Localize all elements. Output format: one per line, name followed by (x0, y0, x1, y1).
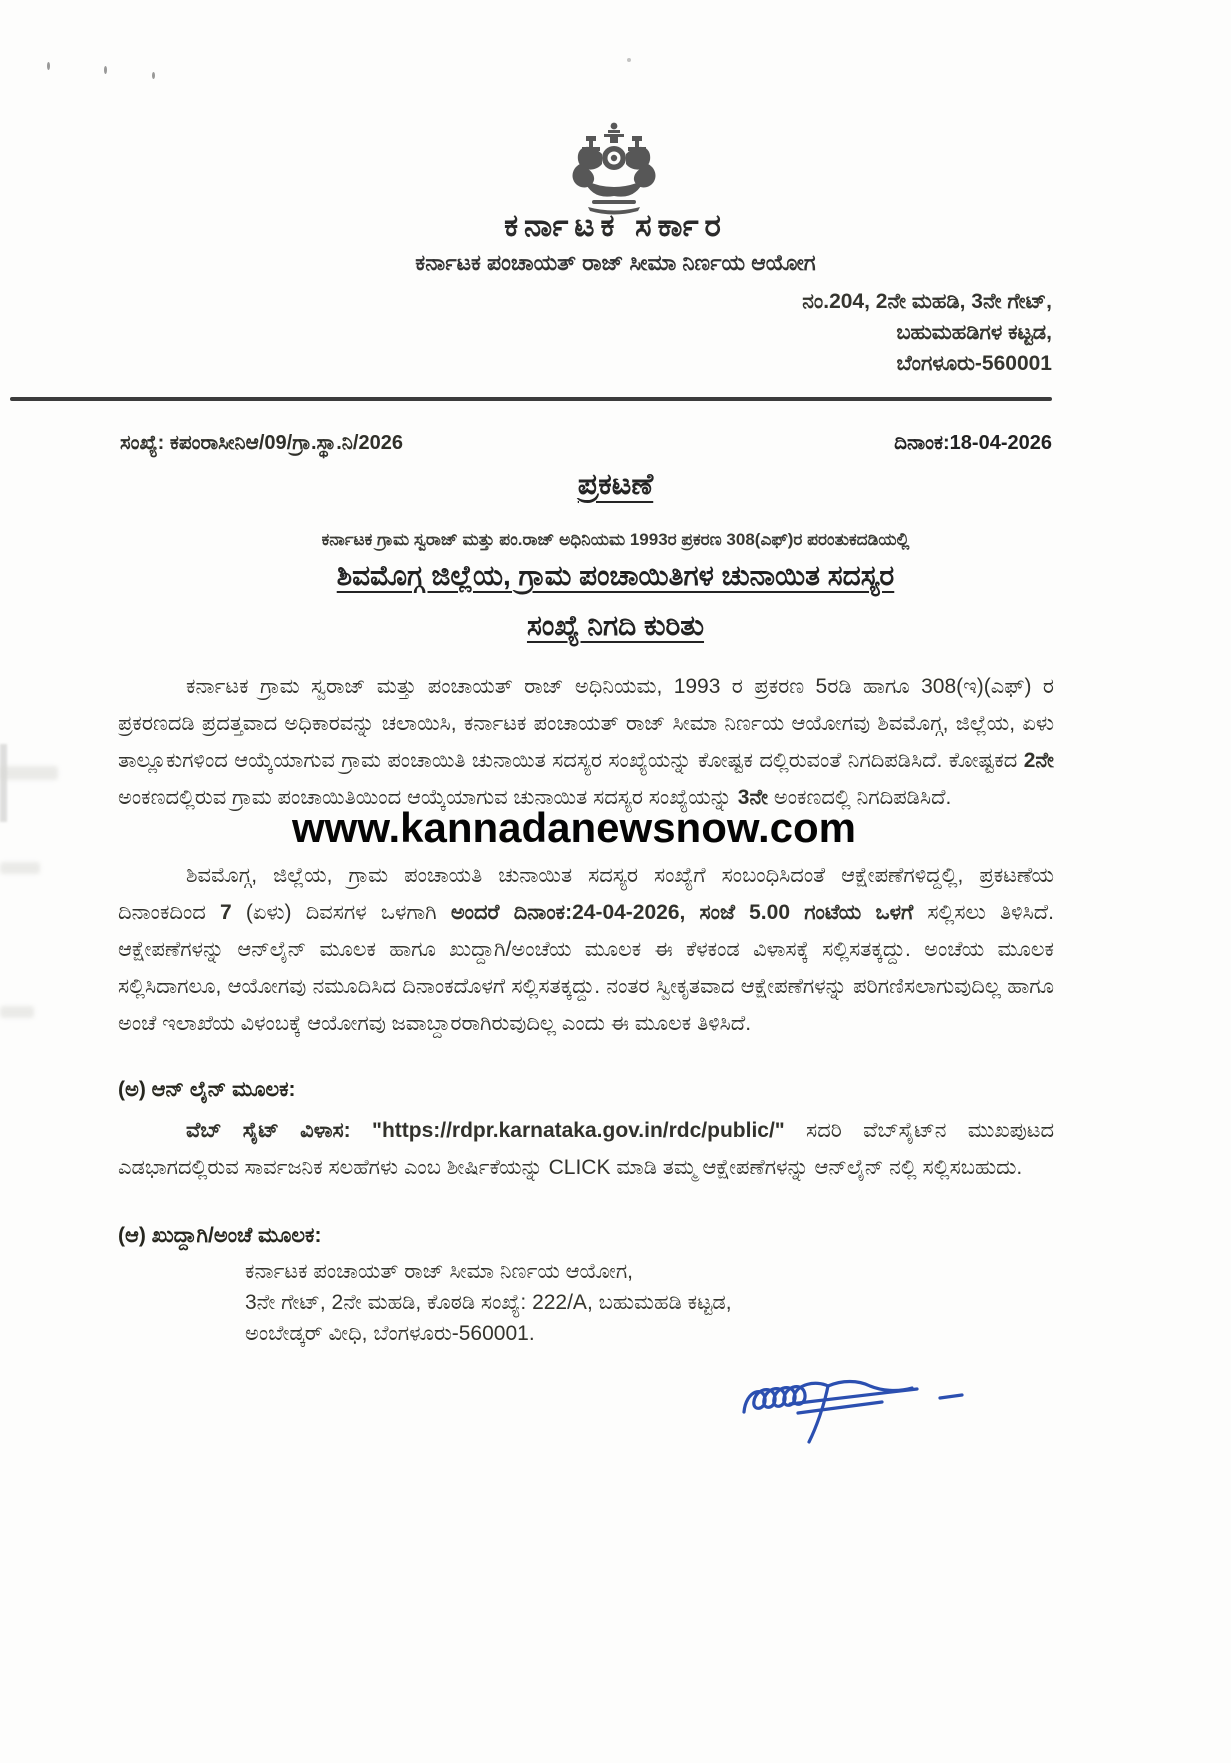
letterhead-divider (10, 397, 1052, 401)
scan-ghost-text (0, 766, 58, 780)
scan-speck (152, 72, 155, 79)
body-paragraph-2: ಶಿವಮೊಗ್ಗ, ಜಿಲ್ಲೆಯ, ಗ್ರಾಮ ಪಂಚಾಯತಿ ಚುನಾಯಿತ ಸದಸ್ಯರ ಸಂಖ್ಯೆಗೆ ಸಂಬಂಧಿಸಿದಂತೆ ಆಕ್ಷೇಪಣೆಗಳಿದ್ದಲ್ಲಿ, ಪ್ರಕಟಣೆಯ ದಿನಾಂಕದಿಂದ 7 (ಏಳು) ದಿವಸಗಳ ಒಳಗಾಗಿ ಅಂದರೆ ದಿನಾಂಕ:24-04-2026, ಸಂಜೆ 5.00 ಗಂಟೆಯ ಒಳಗೆ ಸಲ್ಲಿಸಲು ತಿಳಿಸಿದೆ. ಆಕ್ಷೇಪಣೆಗಳನ್ನು ಆನ್‌ಲೈನ್ ಮೂಲಕ ಹಾಗೂ ಖುದ್ದಾಗಿ/ಅಂಚೆಯ ಮೂಲಕ ಈ ಕೆಳಕಂಡ ವಿಳಾಸಕ್ಕೆ ಸಲ್ಲಿಸತಕ್ಕದ್ದು. ಅಂಚೆಯ ಮೂಲಕ ಸಲ್ಲಿಸಿದಾಗಲೂ, ಆಯೋಗವು ನಮೂದಿಸಿದ ದಿನಾಂಕದೊಳಗೆ ಸಲ್ಲಿಸತಕ್ಕದ್ದು. ನಂತರ ಸ್ವೀಕೃತವಾದ ಆಕ್ಷೇಪಣೆಗಳನ್ನು ಪರಿಗಣಿಸಲಾಗುವುದಿಲ್ಲ ಹಾಗೂ ಅಂಚೆ ಇಲಾಖೆಯ ವಿಳಂಬಕ್ಕೆ ಆಯೋಗವು ಜವಾಬ್ದಾರರಾಗಿರುವುದಿಲ್ಲ ಎಂದು ಈ ಮೂಲಕ ತಿಳಿಸಿದೆ. (118, 864, 1054, 1035)
government-title: ಕರ್ನಾಟಕ ಸರ್ಕಾರ (504, 208, 727, 243)
scan-speck (104, 66, 107, 74)
office-address-line: ಬೆಂಗಳೂರು-560001 (896, 352, 1052, 375)
postal-address (245, 1256, 732, 1349)
office-address-line: ಬಹುಮಹಡಿಗಳ ಕಟ್ಟಡ, (896, 321, 1052, 344)
scan-edge-smudge (0, 744, 7, 822)
postal-address-line: ಕರ್ನಾಟಕ ಪಂಚಾಯತ್ ರಾಜ್ ಸೀಮಾ ನಿರ್ಣಯ ಆಯೋಗ, (245, 1260, 634, 1283)
handwritten-signature (732, 1372, 1052, 1492)
postal-address-line: ಅಂಬೇಡ್ಕರ್ ವೀಧಿ, ಬೆಂಗಳೂರು-560001. (245, 1322, 535, 1345)
news-site-watermark: www.kannadanewsnow.com (292, 804, 857, 851)
reference-date: ದಿನಾಂಕ:18-04-2026 (894, 432, 1052, 454)
notice-title: ಪ್ರಕಟಣೆ (577, 468, 654, 501)
postal-address-line: 3ನೇ ಗೇಟ್, 2ನೇ ಮಹಡಿ, ಕೊಠಡಿ ಸಂಖ್ಯೆ: 222/A, ಬಹುಮಹಡಿ ಕಟ್ಟಡ, (245, 1291, 732, 1314)
online-section-paragraph: ವೆಬ್ ಸೈಟ್ ವಿಳಾಸ: "https://rdpr.karnataka.gov.in/rdc/public/" ಸದರಿ ವೆಬ್‌ಸೈಟ್‌ನ ಮುಖಪುಟದ ಎಡಭಾಗದಲ್ಲಿರುವ ಸಾರ್ವಜನಿಕ ಸಲಹೆಗಳು ಎಂಬ ಶೀರ್ಷಿಕೆಯನ್ನು CLICK ಮಾಡಿ ತಮ್ಮ ಆಕ್ಷೇಪಣೆಗಳನ್ನು ಆನ್‌ಲೈನ್ ನಲ್ಲಿ ಸಲ್ಲಿಸಬಹುದು. (118, 1119, 1055, 1179)
organization-title: ಕರ್ನಾಟಕ ಪಂಚಾಯತ್ ರಾಜ್ ಸೀಮಾ ನಿರ್ಣಯ ಆಯೋಗ (415, 250, 816, 275)
scan-speck (47, 62, 50, 70)
office-address (600, 286, 1052, 379)
scan-ghost-text (0, 862, 40, 874)
subject-heading-line1: ಶಿವಮೊಗ್ಗ ಜಿಲ್ಲೆಯ, ಗ್ರಾಮ ಪಂಚಾಯಿತಿಗಳ ಚುನಾಯಿತ ಸದಸ್ಯರ (336, 560, 895, 591)
state-emblem-icon (562, 120, 666, 218)
scan-ghost-text (0, 1006, 34, 1018)
postal-section-label: (ಆ) ಖುದ್ದಾಗಿ/ಅಂಚೆ ಮೂಲಕ: (118, 1224, 322, 1247)
office-address-line: ನಂ.204, 2ನೇ ಮಹಡಿ, 3ನೇ ಗೇಟ್, (802, 290, 1052, 313)
online-section-label: (ಅ) ಆನ್ ಲೈನ್ ಮೂಲಕ: (118, 1078, 296, 1101)
scan-speck (627, 58, 631, 62)
reference-row (120, 432, 1052, 455)
notice-subtitle: ಕರ್ನಾಟಕ ಗ್ರಾಮ ಸ್ವರಾಜ್ ಮತ್ತು ಪಂ.ರಾಜ್ ಅಧಿನಿಯಮ 1993ರ ಪ್ರಕರಣ 308(ಎಫ್)ರ ಪರಂತುಕದಡಿಯಲ್ಲಿ (321, 530, 910, 549)
subject-heading-line2: ಸಂಖ್ಯೆ ನಿಗದಿ ಕುರಿತು (526, 610, 705, 641)
body-paragraph-1: ಕರ್ನಾಟಕ ಗ್ರಾಮ ಸ್ವರಾಜ್ ಮತ್ತು ಪಂಚಾಯತ್ ರಾಜ್ ಅಧಿನಿಯಮ, 1993 ರ ಪ್ರಕರಣ 5ರಡಿ ಹಾಗೂ 308(ಇ)(ಎಫ್) ರ ಪ್ರಕರಣದಡಿ ಪ್ರದತ್ತವಾದ ಅಧಿಕಾರವನ್ನು ಚಲಾಯಿಸಿ, ಕರ್ನಾಟಕ ಪಂಚಾಯತ್ ರಾಜ್ ಸೀಮಾ ನಿರ್ಣಯ ಆಯೋಗವು ಶಿವಮೊಗ್ಗ, ಜಿಲ್ಲೆಯ, ಏಳು ತಾಲ್ಲೂಕುಗಳಿಂದ ಆಯ್ಕೆಯಾಗುವ ಗ್ರಾಮ ಪಂಚಾಯಿತಿ ಚುನಾಯಿತ ಸದಸ್ಯರ ಸಂಖ್ಯೆಯನ್ನು ಕೋಷ್ಟಕ ದಲ್ಲಿರುವಂತೆ ನಿಗದಿಪಡಿಸಿದೆ. ಕೋಷ್ಟಕದ 2ನೇ ಅಂಕಣದಲ್ಲಿರುವ ಗ್ರಾಮ ಪಂಚಾಯಿತಿಯಿಂದ ಆಯ್ಕೆಯಾಗುವ ಚುನಾಯಿತ ಸದಸ್ಯರ ಸಂಖ್ಯೆಯನ್ನು 3ನೇ ಅಂಕಣದಲ್ಲಿ ನಿಗದಿಪಡಿಸಿದೆ. (118, 675, 1054, 809)
reference-number: ಸಂಖ್ಯೆ: ಕಪಂರಾಸೀನಿಆ/09/ಗ್ರಾ.ಸ್ಥಾ.ನಿ/2026 (120, 432, 403, 454)
